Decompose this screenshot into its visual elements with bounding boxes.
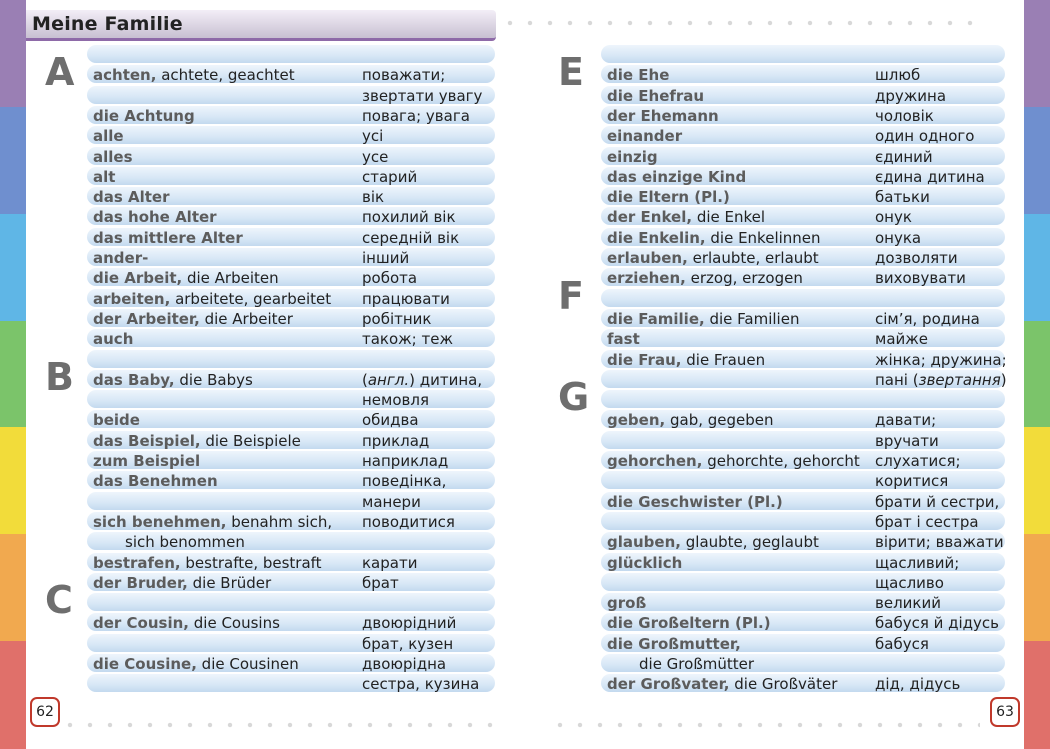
headword: arbeiten, (93, 289, 171, 308)
headword: glauben, (607, 533, 681, 552)
ukrainian-translation: обидва (362, 411, 419, 430)
headword: achten, (93, 66, 157, 85)
word-forms: die Arbeiten (186, 269, 279, 288)
word-forms: benahm sich, (231, 512, 333, 531)
headword: ander- (93, 249, 149, 267)
german-entry (607, 249, 819, 267)
entry-stripe (601, 45, 1005, 63)
ukrainian-translation: немовля (362, 391, 429, 410)
german-entry (93, 208, 217, 226)
color-band (1024, 214, 1050, 322)
ukrainian-translation: пані (звертання) (875, 370, 1007, 389)
entry-stripe (601, 390, 1005, 408)
color-band (1024, 534, 1050, 642)
german-entry (93, 249, 148, 267)
word-forms: die Beispiele (205, 431, 301, 450)
ukrainian-translation: брат і сестра (875, 512, 979, 531)
ukrainian-translation: онука (875, 228, 922, 247)
ukrainian-translation: поводитися (362, 512, 455, 531)
german-entry (607, 614, 771, 632)
color-band (1024, 0, 1050, 108)
headword: der Enkel, (607, 208, 693, 227)
german-entry (607, 411, 774, 429)
german-entry (607, 229, 821, 247)
headword: geben, (607, 411, 666, 430)
ukrainian-translation: карати (362, 553, 418, 572)
german-entry (125, 533, 245, 551)
headword: erlauben, (607, 249, 688, 267)
headword: sich benehmen, (93, 512, 227, 531)
section-letter-g: G (558, 375, 590, 420)
ukrainian-translation: бабуся й дідусь (875, 614, 999, 633)
headword: die Großeltern (Pl.) (607, 614, 771, 633)
headword: alle (93, 127, 124, 146)
ukrainian-translation: чоловік (875, 106, 934, 125)
german-entry (607, 188, 730, 206)
word-forms: die Babys (179, 370, 253, 389)
german-entry (93, 148, 133, 166)
ukrainian-translation: манери (362, 492, 421, 511)
entry-stripe (601, 593, 1005, 611)
ukrainian-translation: похилий вік (362, 208, 456, 227)
headword: das Alter (93, 188, 170, 207)
headword: die Frau, (607, 350, 682, 369)
color-band (0, 107, 26, 215)
entry-stripe (87, 593, 495, 611)
ukrainian-translation: звертати увагу (362, 86, 483, 105)
german-entry (93, 107, 195, 125)
ukrainian-translation: двоюрідний (362, 614, 457, 633)
ukrainian-translation: бабуся (875, 634, 929, 653)
color-band (1024, 427, 1050, 535)
german-entry (607, 208, 765, 226)
color-band (0, 0, 26, 108)
headword: der Bruder, (93, 573, 188, 592)
ukrainian-translation: поведінка, (362, 472, 447, 491)
ukrainian-translation: майже (875, 330, 928, 349)
word-forms: gab, gegeben (669, 411, 774, 430)
german-entry (93, 168, 115, 186)
color-band (0, 427, 26, 535)
word-forms: die Großmütter (639, 655, 755, 673)
word-forms: arbeitete, gearbeitet (175, 289, 332, 308)
headword: der Cousin, (93, 614, 189, 633)
german-entry (93, 310, 293, 328)
headword: alles (93, 147, 133, 166)
german-entry (93, 411, 140, 429)
page-title: Meine Familie (32, 13, 183, 35)
headword: das mittlere Alter (93, 228, 243, 247)
color-band (1024, 107, 1050, 215)
headword: einander (607, 127, 683, 146)
german-entry (607, 493, 783, 511)
headword: beide (93, 411, 140, 430)
entry-stripe (601, 289, 1005, 307)
german-entry (93, 371, 253, 389)
word-forms: glaubte, geglaubt (685, 533, 819, 552)
ukrainian-translation: шлюб (875, 66, 921, 85)
section-letter-b: B (45, 354, 74, 399)
word-forms: die Großväter (734, 675, 838, 694)
headword: die Großmutter, (607, 634, 741, 653)
ukrainian-translation: інший (362, 249, 410, 267)
ukrainian-translation: дід, дідусь (875, 675, 961, 694)
headword: das Beispiel, (93, 431, 201, 450)
german-entry (93, 614, 280, 632)
word-forms: die Cousinen (201, 655, 299, 673)
ukrainian-translation: батьки (875, 188, 930, 207)
headword: die Arbeit, (93, 269, 183, 288)
headword: erziehen, (607, 269, 686, 288)
top-dot-border-right (500, 20, 980, 26)
headword: die Enkelin, (607, 228, 706, 247)
ukrainian-translation: сестра, кузина (362, 675, 480, 694)
color-band (0, 321, 26, 429)
headword: die Ehe (607, 66, 670, 85)
ukrainian-translation: дозволяти (875, 249, 958, 267)
entry-stripe (87, 167, 495, 185)
ukrainian-translation: один одного (875, 127, 975, 146)
page-number-left: 62 (30, 697, 60, 727)
word-forms: die Enkelinnen (710, 228, 821, 247)
german-entry (607, 533, 819, 551)
german-entry (93, 188, 170, 206)
german-entry (639, 655, 754, 673)
ukrainian-translation: повага; увага (362, 106, 470, 125)
word-forms: bestrafte, bestraft (185, 553, 322, 572)
ukrainian-translation: приклад (362, 431, 430, 450)
german-entry (607, 127, 682, 145)
entry-stripe (601, 431, 1005, 449)
ukrainian-translation: робітник (362, 309, 432, 328)
word-forms: die Arbeiter (204, 309, 293, 328)
ukrainian-translation: усе (362, 147, 389, 166)
word-forms: achtete, geachtet (161, 66, 295, 85)
german-entry (607, 148, 658, 166)
left-dot-border (26, 20, 32, 720)
ukrainian-translation: усі (362, 127, 384, 146)
german-entry (93, 330, 133, 348)
ukrainian-translation: брат, кузен (362, 634, 454, 653)
word-forms: die Enkel (696, 208, 766, 227)
headword: die Ehefrau (607, 86, 705, 105)
color-band (0, 534, 26, 642)
german-entry (93, 66, 295, 84)
word-forms: die Frauen (686, 350, 766, 369)
ukrainian-translation: сім’я, родина (875, 309, 980, 328)
ukrainian-translation: вручати (875, 431, 939, 450)
german-entry (607, 594, 646, 612)
headword: das Benehmen (93, 472, 218, 491)
headword: bestrafen, (93, 553, 181, 572)
german-entry (93, 574, 271, 592)
ukrainian-translation: давати; (875, 411, 937, 430)
german-entry (607, 675, 837, 693)
ukrainian-translation: наприклад (362, 452, 449, 470)
german-entry (607, 107, 719, 125)
entry-stripe (601, 329, 1005, 347)
german-entry (93, 472, 218, 490)
entry-stripe (601, 147, 1005, 165)
headword: zum Beispiel (93, 452, 201, 470)
german-entry (93, 452, 200, 470)
headword: die Achtung (93, 106, 195, 125)
german-entry (93, 554, 322, 572)
word-forms: gehorchte, gehorcht (707, 452, 860, 470)
section-letter-e: E (558, 50, 584, 95)
ukrainian-translation: двоюрідна (362, 655, 447, 673)
german-entry (607, 269, 803, 287)
headword: groß (607, 594, 647, 613)
word-forms: die Cousins (193, 614, 280, 633)
entry-stripe (87, 410, 495, 428)
german-entry (607, 330, 640, 348)
ukrainian-translation: виховувати (875, 269, 966, 288)
ukrainian-translation: брати й сестри, (875, 492, 1000, 511)
ukrainian-translation: жінка; дружина; (875, 350, 1007, 369)
headword: alt (93, 167, 116, 186)
german-entry (93, 127, 124, 145)
color-band (1024, 641, 1050, 749)
headword: die Geschwister (Pl.) (607, 492, 783, 511)
german-entry (607, 168, 746, 186)
ukrainian-translation: коритися (875, 472, 949, 491)
headword: der Großvater, (607, 675, 730, 694)
ukrainian-translation: працювати (362, 289, 450, 308)
german-entry (93, 513, 332, 531)
german-entry (93, 269, 279, 287)
german-entry (607, 66, 669, 84)
headword: fast (607, 330, 640, 349)
ukrainian-translation: єдина дитина (875, 167, 985, 186)
headword: das Baby, (93, 370, 175, 389)
word-forms: die Familien (709, 309, 800, 328)
color-band (0, 641, 26, 749)
german-entry (93, 290, 331, 308)
headword: der Ehemann (607, 106, 719, 125)
german-entry (607, 310, 799, 328)
headword: einzig (607, 147, 658, 166)
headword: gehorchen, (607, 452, 703, 470)
entry-stripe (601, 573, 1005, 591)
german-entry (93, 432, 301, 450)
headword: die Familie, (607, 309, 705, 328)
entry-stripe (87, 350, 495, 368)
section-letter-f: F (558, 273, 584, 318)
word-forms: die Brüder (192, 573, 272, 592)
german-entry (607, 554, 682, 572)
ukrainian-translation: щасливий; (875, 553, 960, 572)
german-entry (607, 351, 765, 369)
ukrainian-translation: вірити; вважати (875, 533, 1004, 552)
ukrainian-translation: слухатися; (875, 452, 961, 470)
ukrainian-translation: щасливо (875, 573, 944, 592)
ukrainian-translation: (англ.) дитина, (362, 370, 483, 389)
word-forms: erlaubte, erlaubt (692, 249, 819, 267)
headword: der Arbeiter, (93, 309, 200, 328)
headword: die Cousine, (93, 655, 197, 673)
headword: das einzige Kind (607, 167, 747, 186)
entry-stripe (87, 147, 495, 165)
word-forms: sich benommen (125, 533, 245, 552)
ukrainian-translation: великий (875, 594, 941, 613)
ukrainian-translation: старий (362, 167, 418, 186)
german-entry (93, 229, 243, 247)
bottom-dot-border-left (60, 722, 500, 728)
german-entry (607, 452, 860, 470)
right-dot-border (1018, 20, 1024, 720)
entry-stripe (87, 126, 495, 144)
ukrainian-translation: єдиний (875, 147, 933, 166)
ukrainian-translation: вік (362, 188, 385, 207)
word-forms: erzog, erzogen (690, 269, 803, 288)
headword: glücklich (607, 553, 683, 572)
ukrainian-translation: також; теж (362, 330, 453, 349)
entry-stripe (87, 390, 495, 408)
bottom-dot-border-right (550, 722, 980, 728)
headword: das hohe Alter (93, 208, 217, 227)
section-letter-c: C (45, 578, 73, 623)
german-entry (607, 87, 704, 105)
ukrainian-translation: поважати; (362, 66, 446, 85)
page-number-right: 63 (990, 697, 1020, 727)
headword: auch (93, 330, 134, 349)
ukrainian-translation: робота (362, 269, 418, 288)
color-band (0, 214, 26, 322)
ukrainian-translation: онук (875, 208, 912, 227)
entry-stripe (87, 492, 495, 510)
ukrainian-translation: середній вік (362, 228, 460, 247)
headword: die Eltern (Pl.) (607, 188, 730, 207)
ukrainian-translation: брат (362, 573, 399, 592)
entry-stripe (87, 45, 495, 63)
ukrainian-translation: дружина (875, 86, 947, 105)
section-letter-a: A (45, 50, 75, 95)
color-band (1024, 321, 1050, 429)
german-entry (93, 655, 299, 673)
german-entry (607, 635, 741, 653)
